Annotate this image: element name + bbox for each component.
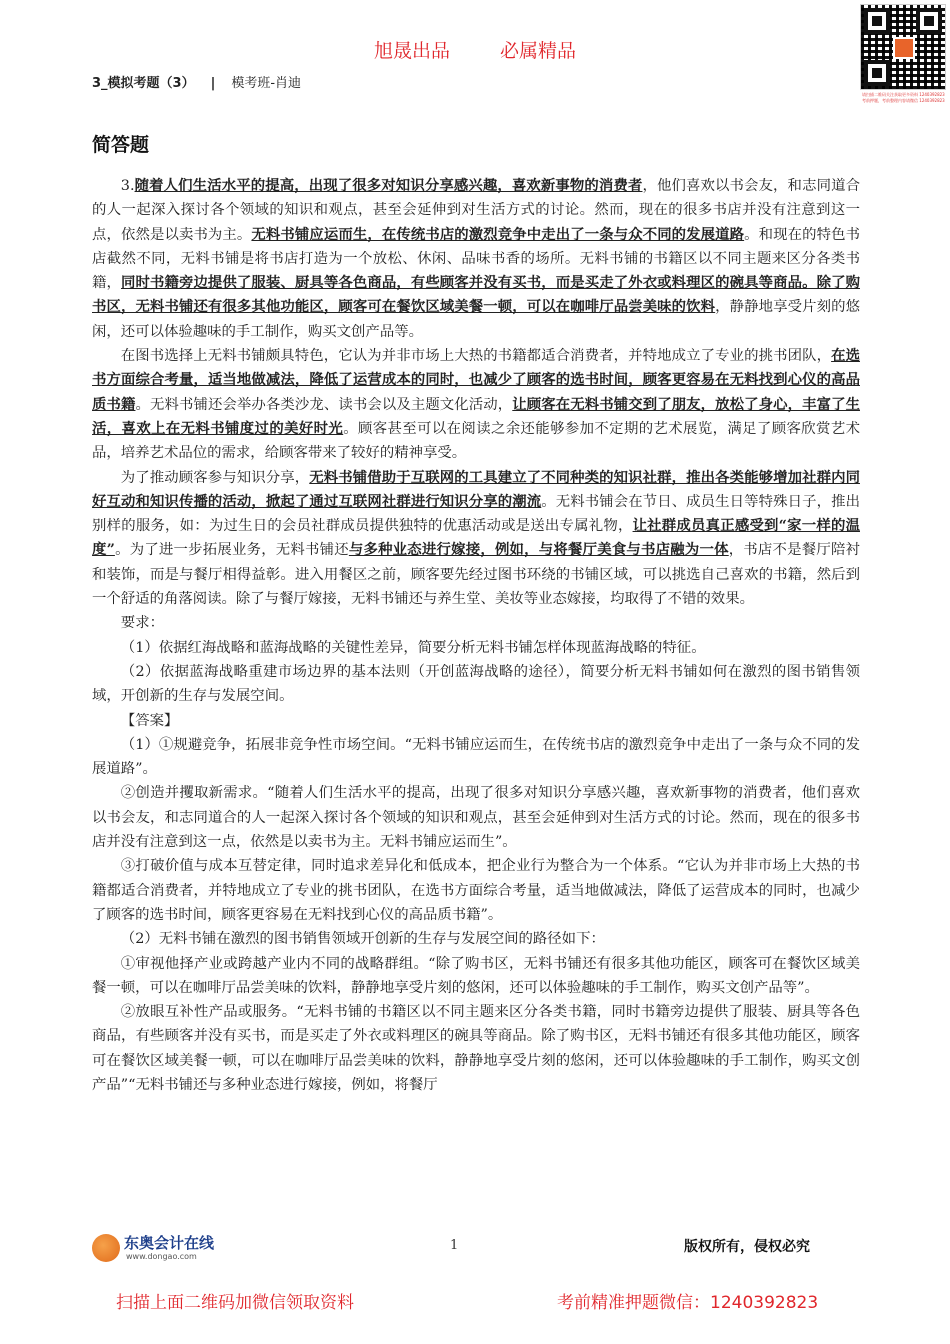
key-point: 让顾客在无料书铺交到了朋友，放松了身心，丰富了生活，喜欢上在无料书铺度过的美好时光 (92, 395, 860, 437)
course-name: 模考班-肖迪 (231, 76, 302, 91)
copyright-notice: 版权所有，侵权必究 (684, 1239, 810, 1255)
section-title: 简答题 (92, 134, 150, 156)
dongao-logo (92, 1232, 242, 1266)
requirements-label: 要求： (120, 615, 164, 632)
answer-1: （1）①规避竞争，拓展非竞争性市场空间。“无料书铺应运而生，在传统书店的激烈竞争中走出了一条与众不同的发展道路”。 (92, 736, 860, 778)
banner-right: 必属精品 (500, 40, 577, 62)
banner-left: 旭晟出品 (373, 40, 450, 62)
qr-finder-icon (916, 8, 942, 34)
key-point: 让社群成员真正感受到“家一样的温度” (92, 517, 860, 559)
key-point: 在选书方面综合考量，适当地做减法，降低了运营成本的同时，也减少了顾客的选书时间，顾客更容易在无料找到心仪的高品质书籍 (92, 347, 860, 413)
answer-part2-intro: （2）无料书铺在激烈的图书销售领域开创新的生存与发展空间的路径如下： (120, 931, 605, 948)
requirement-1: （1）依据红海战略和蓝海战略的关键性差异，简要分析无料书铺怎样体现蓝海战略的特征。 (120, 639, 706, 656)
qr-logo-icon (893, 37, 915, 59)
qr-finder-icon (864, 60, 890, 86)
answer-part2-2: ②放眼互补性产品或服务。“无料书铺的书籍区以不同主题来区分各类书籍，同时书籍旁边提供了服装、厨具等各色商品，有些顾客并没有买书，而是买走了外衣或料理区的碗具等商品。除了购书区，无料书铺还有很多其他功能区，顾客可在餐饮区域美餐一顿，可以在咖啡厅品尝美味的饮料，静静地享受片刻的悠闲，还可以体验趣味的手工制作，购买文创产品”“无料书铺还与多种业态进行嫁接，例如，将餐厅 (92, 1004, 860, 1093)
bottom-promo-right: 考前精准押题微信：1240392823 (557, 1293, 819, 1313)
paragraph: 在图书选择上无料书铺颇具特色，它认为并非市场上大热的书籍都适合消费者，并特地成立了专业的挑书团队，在选书方面综合考量，适当地做减法，降低了运营成本的同时，也减少了顾客的选书时间，顾客更容易在无料找到心仪的高品质书籍。无料书铺还会举办各类沙龙、读书会以及主题文化活动，让顾客在无料书铺交到了朋友，放松了身心，丰富了生活，喜欢上在无料书铺度过的美好时光。顾客甚至可以在阅读之余还能够参加不定期的艺术展览，满足了顾客欣赏艺术品，培养艺术品位的需求，给顾客带来了较好的精神享受。 (92, 347, 860, 462)
doc-header (92, 72, 301, 91)
logo-mark-icon (92, 1234, 120, 1262)
qr-note: 请扫描二维码关注获取更多资料 1240392823 考前押题，考前整理内容请微信 1240392823 (862, 92, 945, 103)
header-separator: | (210, 76, 216, 91)
question-body (92, 174, 860, 1097)
top-banner (0, 36, 950, 63)
key-point: 与多种业态进行嫁接，例如，与将餐厅美食与书店融为一体 (348, 541, 729, 559)
qr-code-icon (860, 4, 946, 90)
logo-url: www.dongao.com (126, 1252, 197, 1261)
qr-finder-icon (864, 8, 890, 34)
key-point: 同时书籍旁边提供了服装、厨具等各色商品，有些顾客并没有买书，而是买走了外衣或料理区的碗具等商品。除了购书区，无料书铺还有很多其他功能区，顾客可在餐饮区域美餐一顿，可以在咖啡厅品尝美味的饮料 (92, 274, 860, 316)
doc-code: 3_模拟考题（3） (92, 76, 195, 91)
requirement-2: （2）依据蓝海战略重建市场边界的基本法则（开创蓝海战略的途径），简要分析无料书铺如何在激烈的图书销售领域，开创新的生存与发展空间。 (92, 663, 860, 705)
bottom-promo-left: 扫描上面二维码加微信领取资料 (116, 1293, 354, 1313)
answer-3: ③打破价值与成本互替定律，同时追求差异化和低成本，把企业行为整合为一个体系。“它认为并非市场上大热的书籍都适合消费者，并特地成立了专业的挑书团队，在选书方面综合考量，适当地做减法，降低了运营成本的同时，也减少了顾客的选书时间，顾客更容易在无料找到心仪的高品质书籍”。 (92, 858, 860, 923)
answer-label: 【答案】 (120, 712, 179, 729)
key-point: 随着人们生活水平的提高，出现了很多对知识分享感兴趣，喜欢新事物的消费者 (134, 177, 643, 194)
answer-2: ②创造并攫取新需求。“随着人们生活水平的提高，出现了很多对知识分享感兴趣，喜欢新事物的消费者，他们喜欢以书会友，和志同道合的人一起深入探讨各个领域的知识和观点，甚至会延伸到对生活方式的讨论。然而，现在的很多书店并没有注意到这一点，依然是以卖书为主。无料书铺应运而生”。 (92, 785, 860, 851)
key-point: 无料书铺借助于互联网的工具建立了不同种类的知识社群，推出各类能够增加社群内同好互动和知识传播的活动，掀起了通过互联网社群进行知识分享的潮流 (92, 468, 860, 510)
answer-part2-1: ①审视他择产业或跨越产业内不同的战略群组。“除了购书区，无料书铺还有很多其他功能区，顾客可在餐饮区域美餐一顿，可以在咖啡厅品尝美味的饮料，静静地享受片刻的悠闲，还可以体验趣味的手工制作，购买文创产品等”。 (92, 955, 860, 996)
key-point: 无料书铺应运而生，在传统书店的激烈竞争中走出了一条与众不同的发展道路 (251, 225, 745, 243)
logo-name: 东奥会计在线 (124, 1234, 215, 1252)
page-number: 1 (450, 1238, 459, 1253)
paragraph: 为了推动顾客参与知识分享，无料书铺借助于互联网的工具建立了不同种类的知识社群，推出各类能够增加社群内同好互动和知识传播的活动，掀起了通过互联网社群进行知识分享的潮流。无料书铺会在节日、成员生日等特殊日子，推出别样的服务，如：为过生日的会员社群成员提供独特的优惠活动或是送出专属礼物，让社群成员真正感受到“家一样的温度”。为了进一步拓展业务，无料书铺还与多种业态进行嫁接，例如，与将餐厅美食与书店融为一体，书店不是餐厅陪衬和装饰，而是与餐厅相得益彰。进入用餐区之前，顾客要先经过图书环绕的书铺区域，可以挑选自己喜欢的书籍，然后到一个舒适的角落阅读。除了与餐厅嫁接，无料书铺还与养生堂、美妆等业态嫁接，均取得了不错的效果。 (92, 468, 860, 608)
paragraph: 3.随着人们生活水平的提高，出现了很多对知识分享感兴趣，喜欢新事物的消费者，他们喜欢以书会友，和志同道合的人一起深入探讨各个领域的知识和观点，甚至会延伸到对生活方式的讨论。然而，现在的很多书店并没有注意到这一点，依然是以卖书为主。无料书铺应运而生，在传统书店的激烈竞争中走出了一条与众不同的发展道路。和现在的特色书店截然不同，无料书铺是将书店打造为一个放松、休闲、品味书香的场所。无料书铺的书籍区以不同主题来区分各类书籍，同时书籍旁边提供了服装、厨具等各色商品，有些顾客并没有买书，而是买走了外衣或料理区的碗具等商品。除了购书区，无料书铺还有很多其他功能区，顾客可在餐饮区域美餐一顿，可以在咖啡厅品尝美味的饮料，静静地享受片刻的悠闲，还可以体验趣味的手工制作，购买文创产品等。 (92, 177, 860, 340)
